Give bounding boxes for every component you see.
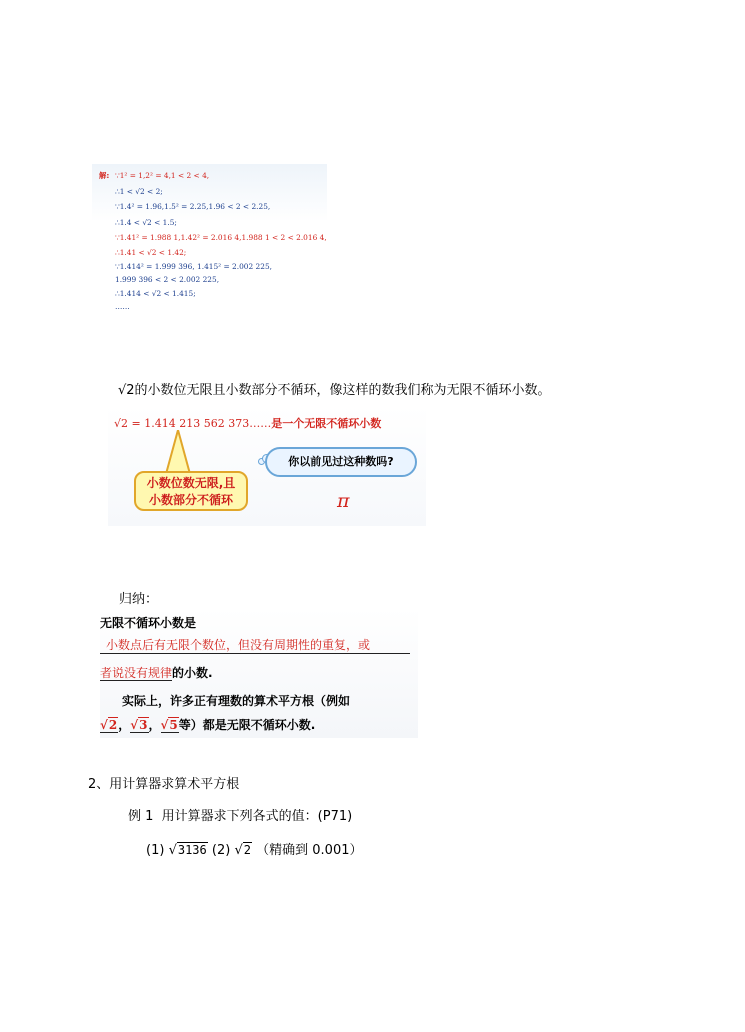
solution-line: ∴1 < √2 < 2; — [115, 187, 163, 196]
sqrt2-expansion — [114, 415, 381, 431]
solution-line: ∵1.4² = 1.96,1.5² = 2.25,1.96 < 2 < 2.25, — [115, 202, 271, 211]
sqrt-2: √2 — [234, 843, 251, 858]
summary-tail: 的小数. — [172, 666, 213, 680]
solution-line: ∵1.41² = 1.988 1,1.42² = 2.016 4,1.988 1 < 2 < 2.016 4, — [115, 233, 327, 242]
callout-box — [134, 471, 248, 511]
root-5: √5 — [160, 718, 178, 732]
summary-line: 实际上，许多正有理数的算术平方根（例如 — [122, 694, 351, 708]
solution-line: ∵1.414² = 1.999 396, 1.415² = 2.002 225, — [115, 262, 273, 271]
example-text: 用计算器求下列各式的值：(P71) — [161, 809, 353, 824]
sqrt2-symbol: √2 — [114, 417, 129, 430]
solution-line: ∴1.41 < √2 < 1.42; — [115, 248, 187, 257]
item-label: (2) — [211, 843, 231, 858]
item-label: (1) — [146, 843, 165, 858]
solution-line: 1.999 396 < 2 < 2.002 225, — [115, 275, 220, 284]
callout-pointer — [164, 430, 194, 474]
separator: ， — [118, 718, 131, 732]
speech-bubble: 你以前见过这种数吗? — [265, 447, 417, 477]
precision-note: （精确到 0.001） — [256, 843, 363, 858]
callout-line: 小数位数无限,且 — [146, 476, 236, 490]
pi-symbol: π — [337, 490, 350, 512]
solution-label: 解: — [99, 171, 110, 180]
solution-line: …… — [115, 302, 130, 311]
summary-heading: 归纳： — [119, 592, 159, 607]
summary-tail: 等）都是无限不循环小数. — [178, 718, 316, 732]
callout-line: 小数部分不循环 — [148, 493, 233, 507]
example-label: 例 1 — [128, 809, 154, 824]
summary-panel — [100, 608, 418, 738]
section-title: 2、用计算器求算术平方根 — [88, 777, 240, 792]
solution-line: ∴1.4 < √2 < 1.5; — [115, 218, 177, 227]
summary-fill: 者说没有规律 — [100, 666, 173, 680]
separator: ， — [148, 718, 161, 732]
summary-fill-text: 小数点后有无限个数位，但没有周期性的重复，或 — [106, 638, 371, 652]
irrational-definition: √2的小数位无限且小数部分不循环，像这样的数我们称为无限不循环小数。 — [118, 383, 551, 398]
summary-line — [100, 664, 213, 681]
example-title — [128, 805, 352, 824]
summary-fill — [100, 636, 410, 654]
sqrt-3136: √3136 — [168, 843, 207, 858]
sqrt2-description: 是一个无限不循环小数 — [271, 417, 382, 430]
sqrt2-panel — [108, 406, 426, 526]
sqrt2-value: = 1.414 213 562 373…… — [128, 417, 272, 430]
root-2: √2 — [100, 718, 118, 732]
summary-line: 无限不循环小数是 — [100, 616, 197, 630]
summary-roots — [100, 716, 315, 733]
example-items — [146, 839, 363, 858]
root-3: √3 — [130, 718, 148, 732]
solution-line: ∵1² = 1,2² = 4,1 < 2 < 4, — [115, 171, 210, 180]
solution-line: ∴1.414 < √2 < 1.415; — [115, 289, 196, 298]
solution-panel — [92, 164, 327, 316]
